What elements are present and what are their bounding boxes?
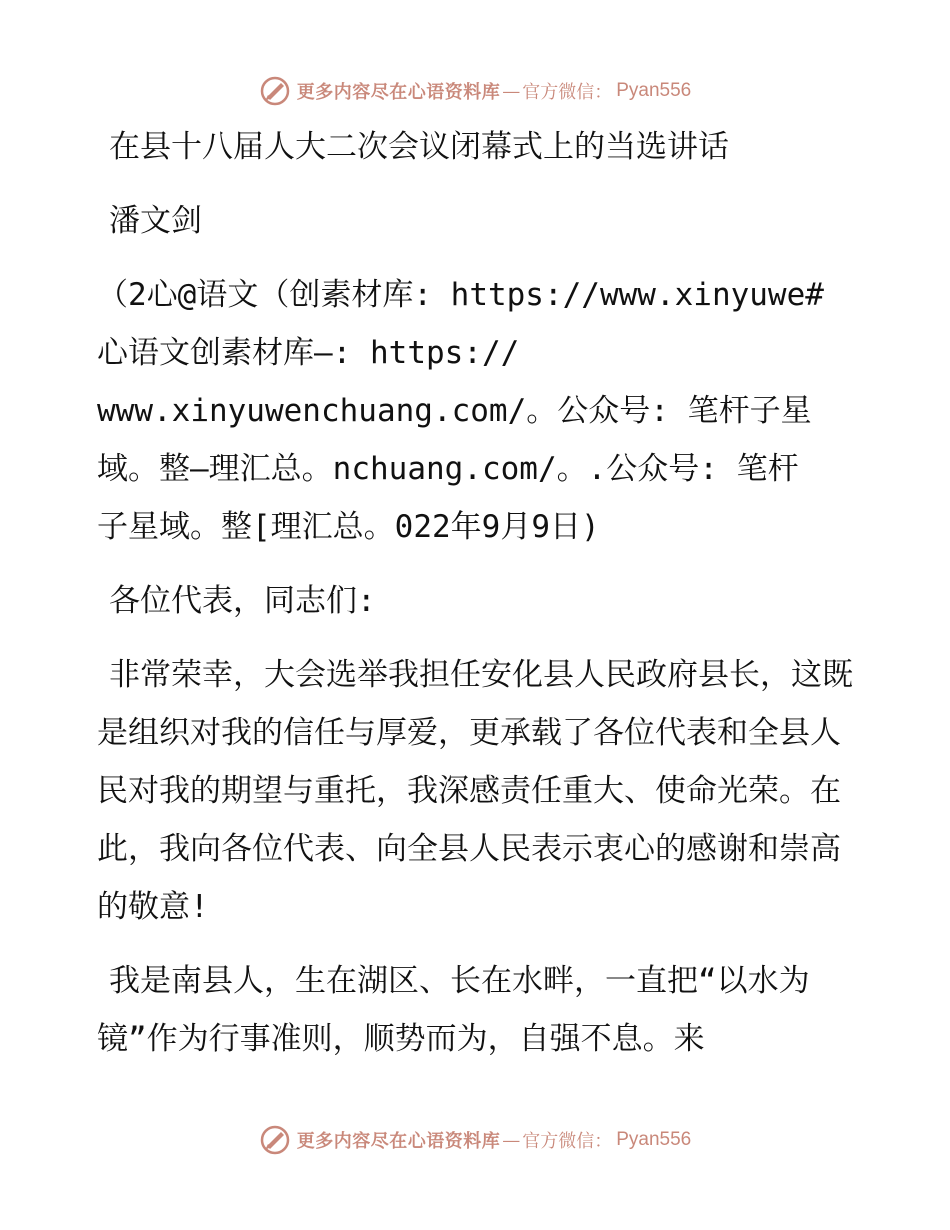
banner-separator: — bbox=[502, 1129, 521, 1151]
document-title: 在县十八届人大二次会议闭幕式上的当选讲话 bbox=[109, 129, 729, 165]
body-paragraph: 非常荣幸，大会选举我担任安化县人民政府县长，这既是组织对我的信任与厚爱，更承载了各位代表和全县人民对我的期望与重托，我深感责任重大、使命光荣。在此，我向各位代表、向全县人民表示衷心的感谢和崇高的敬意! bbox=[97, 657, 853, 925]
banner-separator: — bbox=[502, 80, 521, 102]
salutation: 各位代表，同志们: bbox=[109, 583, 376, 619]
document-author: 潘文剑 bbox=[109, 203, 202, 239]
brand-logo-icon bbox=[259, 1124, 291, 1156]
banner-wechat-id: Pyan556 bbox=[616, 1129, 692, 1150]
footer-banner bbox=[0, 1120, 950, 1160]
banner-wechat-id: Pyan556 bbox=[616, 80, 692, 101]
banner-text: 更多内容尽在心语资料库 bbox=[296, 1131, 501, 1152]
body-paragraph: 我是南县人，生在湖区、长在水畔，一直把“以水为镜”作为行事准则，顺势而为，自强不息。来 bbox=[97, 963, 810, 1057]
source-note-line: www.xinyuwenchuang.com/。公众号: 笔杆子星 bbox=[97, 393, 812, 429]
header-banner bbox=[0, 71, 950, 111]
source-note-line: 心语文创素材库—: https:// bbox=[97, 335, 520, 371]
source-note-line: 子星域。整[理汇总。022年9月9日) bbox=[97, 509, 600, 545]
brand-logo-icon bbox=[259, 75, 291, 107]
banner-text: 更多内容尽在心语资料库 bbox=[296, 82, 501, 103]
source-note bbox=[97, 266, 857, 556]
source-note-line: （2心@语文（创素材库: https://www.xinyuwe# bbox=[97, 277, 824, 313]
source-note-line: 域。整—理汇总。nchuang.com/。.公众号: 笔杆 bbox=[97, 451, 799, 487]
document-body bbox=[97, 118, 857, 1084]
banner-wechat-label: 官方微信： bbox=[522, 82, 613, 103]
banner-wechat-label: 官方微信： bbox=[522, 1131, 613, 1152]
